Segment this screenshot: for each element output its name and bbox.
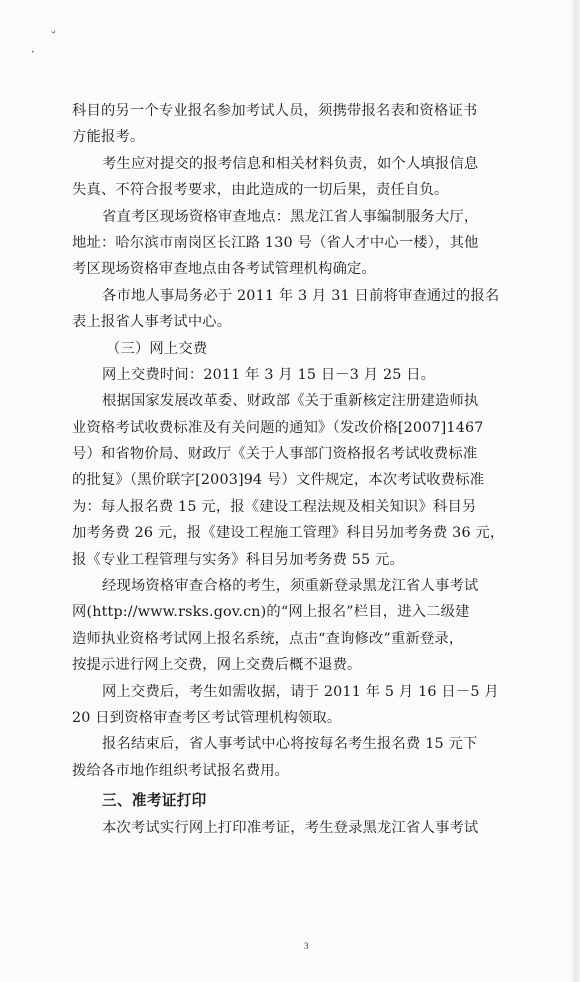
paragraph-line: 科目的另一个专业报名参加考试人员，须携带报名表和资格证书: [72, 103, 478, 119]
paragraph-line: 号）和省物价局、财政厅《关于人事部门资格报名考试收费标准: [72, 446, 478, 463]
paragraph-line: 地址：哈尔滨市南岗区长江路 130 号（省人才中心一楼），其他: [72, 234, 479, 251]
paragraph-line: 经现场资格审查合格的考生，须重新登录黑龙江省人事考试: [102, 578, 479, 595]
paragraph-line: 网上交费后，考生如需收据，请于 2011 年 5 月 16 日－5 月: [102, 683, 499, 700]
paragraph-line: 省直考区现场资格审查地点：黑龙江省人事编制服务大厅，: [102, 208, 479, 225]
paragraph-line: 报名结束后，省人事考试中心将按每名考生报名费 15 元下: [102, 736, 478, 753]
paragraph-line: 报《专业工程管理与实务》科目另加考务费 55 元。: [72, 551, 405, 568]
paragraph-line: 按提示进行网上交费，网上交费后概不退费。: [72, 657, 362, 674]
paragraph-line: 网(http://www.rsks.gov.cn)的“网上报名”栏目，进入二级建: [72, 604, 470, 621]
paragraph-line: 考区现场资格审查地点由各考试管理机构确定。: [72, 261, 377, 278]
page-binding-edge: [570, 0, 580, 982]
paragraph-line: 的批复》（黑价联字[2003]94 号）文件规定，本次考试收费标准: [72, 472, 485, 489]
paragraph-line: 加考务费 26 元，报《建设工程施工管理》科目另加考务费 36 元，: [72, 525, 505, 542]
paragraph-line: 20 日到资格审查考区考试管理机构领取。: [72, 709, 342, 726]
paragraph-line: 各市地人事局务必于 2011 年 3 月 31 日前将审查通过的报名: [102, 287, 500, 304]
page-number: 3: [304, 941, 309, 951]
paragraph-line: 为：每人报名费 15 元，报《建设工程法规及相关知识》科目另: [72, 498, 477, 515]
paragraph-line: 网上交费时间：2011 年 3 月 15 日－3 月 25 日。: [102, 366, 436, 383]
paragraph-line: 考生应对提交的报考信息和相关材料负责，如个人填报信息: [102, 155, 479, 172]
section-heading: 三、准考证打印: [102, 792, 207, 810]
paragraph-line: 业资格考试收费标准及有关问题的通知》（发改价格[2007]1467: [72, 419, 484, 436]
paragraph-line: 表上报省人事考试中心。: [72, 314, 232, 331]
paragraph-line: 失真、不符合报考要求，由此造成的一切后果，责任自负。: [72, 182, 449, 199]
section-heading: （三）网上交费: [106, 340, 208, 357]
scan-mark: ·: [28, 44, 38, 61]
paragraph-line: 本次考试实行网上打印准考证，考生登录黑龙江省人事考试: [102, 819, 479, 836]
scan-mark: ˇ: [49, 29, 61, 46]
paragraph-line: 方能报考。: [72, 129, 145, 146]
document-body: [72, 98, 512, 841]
paragraph-line: 根据国家发展改革委、财政部《关于重新核定注册建造师执: [102, 393, 479, 410]
paragraph-line: 拨给各市地作组织考试报名费用。: [72, 762, 290, 779]
paragraph-line: 造师执业资格考试网上报名系统，点击“查询修改”重新登录，: [72, 630, 464, 647]
